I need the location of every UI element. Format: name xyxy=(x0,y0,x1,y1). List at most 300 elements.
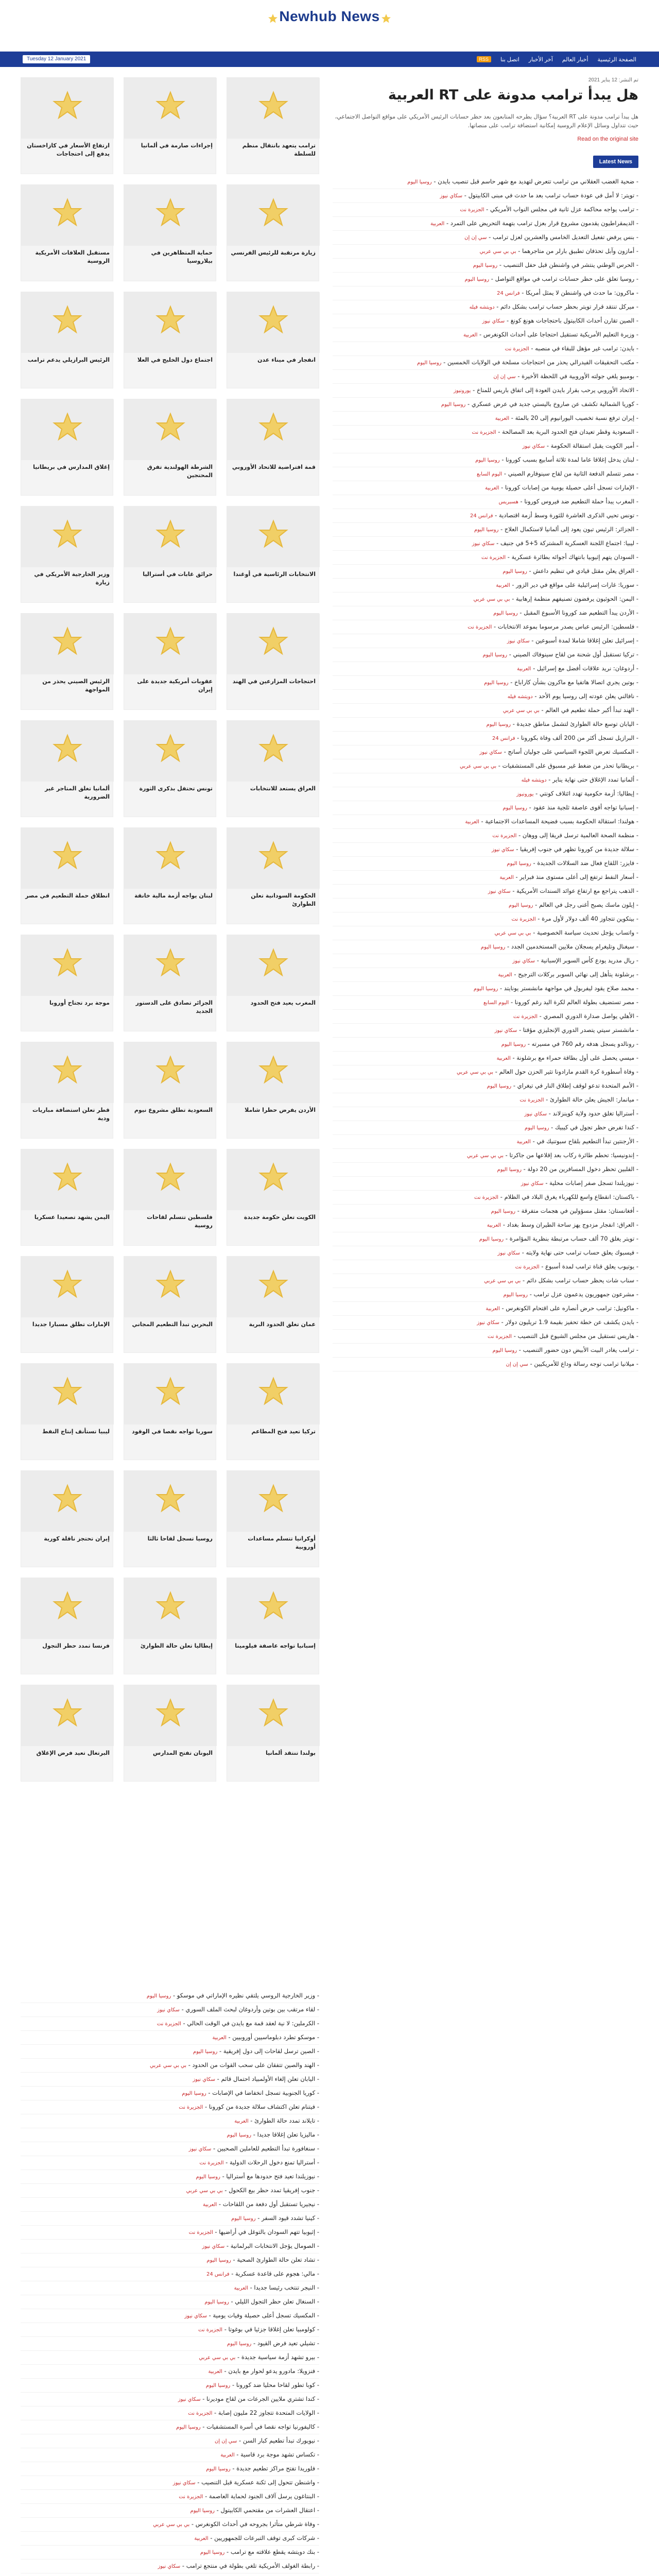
card-thumbnail[interactable] xyxy=(124,1149,217,1210)
lower-headline-item[interactable]: - جنوب إفريقيا تمدد حظر بيع الكحول - بي بي سي عربي xyxy=(21,2184,319,2198)
lower-headline-item[interactable]: - بيرو تشهد أزمة سياسية جديدة - بي بي سي عربي xyxy=(21,2351,319,2365)
headline-item[interactable]: - إيران ترفع نسبة تخصيب اليورانيوم إلى 20 بالمئة - العربية xyxy=(333,412,638,426)
news-card[interactable] xyxy=(124,292,216,388)
headline-text[interactable]: بيتكوين تتجاوز 40 ألف دولار لأول مرة xyxy=(542,915,635,922)
headline-text[interactable]: إيلون ماسك يصبح أغنى رجل في العالم xyxy=(539,901,635,908)
headline-text[interactable]: مصر تتسلم الدفعة الثانية من لقاح سينوفارم الصيني xyxy=(508,470,635,477)
lower-headline-text[interactable]: جنوب إفريقيا تمدد حظر بيع الكحول xyxy=(229,2187,316,2194)
headline-item[interactable]: - ميلانيا ترامب توجه رسالة وداع للأمريكيين - سي إن إن xyxy=(333,1358,638,1371)
headline-text[interactable]: تركيا تستقبل أول شحنة من لقاح سينوفاك الصيني xyxy=(513,651,635,658)
headline-item[interactable]: - سناب شات يحظر حساب ترامب بشكل دائم - بي بي سي عربي xyxy=(333,1274,638,1288)
headline-text[interactable]: اليابان توسع حالة الطوارئ لتشمل مناطق جديدة xyxy=(516,720,635,727)
source-link[interactable]: Read on the original site xyxy=(577,136,638,142)
headline-text[interactable]: برشلونة يتأهل إلى نهائي السوبر بركلات الترجيح xyxy=(518,971,635,978)
headline-item[interactable]: - برشلونة يتأهل إلى نهائي السوبر بركلات الترجيح - العربية xyxy=(333,968,638,982)
news-card[interactable] xyxy=(227,184,319,281)
headline-text[interactable]: روسيا تعلق على حظر حسابات ترامب في مواقع التواصل xyxy=(495,275,635,282)
card-thumbnail[interactable] xyxy=(227,828,320,889)
card-caption[interactable]: تونس تحتفل بذكرى الثورة xyxy=(139,785,213,792)
headline-text[interactable]: ترامب يواجه محاكمة عزل ثانية في مجلس النواب الأمريكي xyxy=(490,206,635,213)
lower-headline-item[interactable]: - بنك دويتشه يقطع علاقته مع ترامب - روسيا اليوم xyxy=(21,2546,319,2560)
lower-headline-item[interactable]: - تشيلي تعيد فرض القيود - روسيا اليوم xyxy=(21,2337,319,2351)
card-thumbnail[interactable] xyxy=(21,935,114,996)
headline-text[interactable]: وزيرة التعليم الأمريكية تستقيل احتجاجا على أحداث الكونغرس xyxy=(483,331,635,338)
headline-text[interactable]: فيسبوك يعلق حساب ترامب حتى نهاية ولايته xyxy=(526,1249,635,1256)
headline-item[interactable]: - ضحية الغضب العقلاني من ترامب تتعرض لتهديد مع شهر حاسم قبل تنصيب بايدن - روسيا اليوم xyxy=(333,175,638,189)
lower-headline-text[interactable]: مالي: هجوم على قاعدة عسكرية xyxy=(235,2270,316,2277)
headline-item[interactable]: - أردوغان: نريد علاقات أفضل مع إسرائيل - العربية xyxy=(333,662,638,676)
card-thumbnail[interactable] xyxy=(124,1257,217,1317)
lower-headline-text[interactable]: فنزويلا: مادورو يدعو لحوار مع بايدن xyxy=(228,2367,316,2375)
nav-link-world[interactable]: أخبار العالم xyxy=(562,56,588,63)
lower-headline-item[interactable]: - تشاد تعلن حالة الطوارئ الصحية - روسيا اليوم xyxy=(21,2253,319,2267)
headline-item[interactable]: - إندونيسيا: تحطم طائرة ركاب بعد إقلاعها من جاكرتا - بي بي سي عربي xyxy=(333,1149,638,1163)
headline-item[interactable]: - العراق يعلن مقتل قيادي في تنظيم داعش - روسيا اليوم xyxy=(333,565,638,579)
card-caption[interactable]: إيران تحتجز ناقلة كورية xyxy=(44,1535,110,1542)
headline-item[interactable]: - سيغنال وتليغرام يسجلان ملايين المستخدمين الجدد - روسيا اليوم xyxy=(333,940,638,954)
headline-item[interactable]: - مانشستر سيتي يتصدر الدوري الإنجليزي مؤقتا - سكاي نيوز xyxy=(333,1024,638,1038)
card-caption[interactable]: حرائق غابات في أستراليا xyxy=(143,571,213,578)
news-card[interactable] xyxy=(124,1363,216,1460)
lower-headline-item[interactable]: - تكساس تشهد موجة برد قاسية - العربية xyxy=(21,2448,319,2462)
card-thumbnail[interactable] xyxy=(227,506,320,567)
card-caption[interactable]: احتجاجات المزارعين في الهند xyxy=(232,678,316,685)
headline-text[interactable]: أسعار النفط ترتفع إلى أعلى مستوى منذ فبراير xyxy=(519,873,635,880)
headline-item[interactable]: - نافالني يعلن عودته إلى روسيا يوم الأحد - دويتشه فيله xyxy=(333,690,638,704)
headline-text[interactable]: ألمانيا تمدد الإغلاق حتى نهاية يناير xyxy=(552,776,635,783)
headline-item[interactable]: - الأمم المتحدة تدعو لوقف إطلاق النار في تيغراي - روسيا اليوم xyxy=(333,1079,638,1093)
headline-item[interactable]: - المكسيك تعرض اللجوء السياسي على جوليان أسانج - سكاي نيوز xyxy=(333,745,638,759)
headline-item[interactable]: - البرازيل تسجل أكثر من 200 ألف وفاة بكورونا - فرانس 24 xyxy=(333,732,638,745)
lower-headline-text[interactable]: سنغافورة تبدأ التطعيم للعاملين الصحيين xyxy=(217,2145,316,2152)
lower-headline-item[interactable]: - وفاة شرطي متأثرا بجروحه في أحداث الكونغرس - بي بي سي عربي xyxy=(21,2518,319,2532)
headline-text[interactable]: سلالة جديدة من كورونا تظهر في جنوب إفريقيا xyxy=(520,845,635,853)
lower-headline-text[interactable]: موسكو تطرد دبلوماسيين أوروبيين xyxy=(232,2033,316,2041)
lower-headline-item[interactable]: - الكرملين: لا نية لعقد قمة مع بايدن في الوقت الحالي - الجزيرة نت xyxy=(21,2017,319,2031)
news-card[interactable] xyxy=(227,1578,319,1674)
headline-text[interactable]: ريال مدريد يودع كأس السوبر الإسبانية xyxy=(541,957,635,964)
card-thumbnail[interactable] xyxy=(227,399,320,460)
nav-link-contact[interactable]: اتصل بنا xyxy=(500,56,519,63)
lower-headline-text[interactable]: وفاة شرطي متأثرا بجروحه في أحداث الكونغرس xyxy=(195,2520,316,2528)
headline-item[interactable]: - ميركل تنتقد قرار تويتر بحظر حساب ترامب بشكل دائم - دويتشه فيله xyxy=(333,300,638,314)
lower-headline-text[interactable]: تشيلي تعيد فرض القيود xyxy=(257,2340,316,2347)
headline-text[interactable]: ليبيا: اجتماع اللجنة العسكرية المشتركة 5+5 في جنيف xyxy=(500,539,635,547)
headline-text[interactable]: بايدن: ترامب غير مؤهل للبقاء في منصبه xyxy=(535,345,635,352)
headline-text[interactable]: تويتر يغلق 70 ألف حساب مرتبطة بنظرية المؤامرة xyxy=(509,1235,635,1242)
lower-headline-item[interactable]: - نيويورك تبدأ تطعيم كبار السن - سي إن إن xyxy=(21,2434,319,2448)
card-caption[interactable]: بولندا تنتقد ألمانيا xyxy=(266,1750,316,1756)
lower-headline-item[interactable]: - واشنطن تتحول إلى ثكنة عسكرية قبل التنصيب - سكاي نيوز xyxy=(21,2476,319,2490)
card-thumbnail[interactable] xyxy=(124,399,217,460)
headline-text[interactable]: تويتر: لا أمل في عودة حساب ترامب بعد ما حدث في مبنى الكابيتول xyxy=(468,192,635,199)
headline-text[interactable]: ترامب يغادر البيت الأبيض دون حضور التنصيب xyxy=(523,1346,635,1353)
lower-headline-text[interactable]: فلوريدا تفتح مراكز تطعيم جديدة xyxy=(236,2465,316,2472)
news-card[interactable] xyxy=(124,1470,216,1567)
headline-text[interactable]: إندونيسيا: تحطم طائرة ركاب بعد إقلاعها من جاكرتا xyxy=(509,1151,635,1159)
headline-item[interactable]: - مصر تستضيف بطولة العالم لكرة اليد رغم كورونا - اليوم السابع xyxy=(333,996,638,1010)
headline-text[interactable]: إيران ترفع نسبة تخصيب اليورانيوم إلى 20 بالمئة xyxy=(515,414,635,421)
card-thumbnail[interactable] xyxy=(21,399,114,460)
headline-text[interactable]: بايدن يكشف عن خطة تحفيز بقيمة 1.9 تريليون دولار xyxy=(505,1318,635,1326)
headline-text[interactable]: الاتحاد الأوروبي يرحب بقرار بايدن العودة إلى اتفاق باريس للمناخ xyxy=(476,386,635,394)
lower-headline-text[interactable]: البنتاغون يرسل آلاف الجنود لحماية العاصمة xyxy=(209,2493,316,2500)
news-card[interactable] xyxy=(21,77,113,174)
lower-headline-text[interactable]: بنك دويتشه يقطع علاقته مع ترامب xyxy=(230,2548,316,2555)
headline-item[interactable]: - بومبيو يلغي جولته الأوروبية في اللحظة الأخيرة - سي إن إن xyxy=(333,370,638,384)
card-thumbnail[interactable] xyxy=(21,721,114,782)
card-caption[interactable]: لبنان يواجه أزمة مالية خانقة xyxy=(134,892,213,899)
card-caption[interactable]: وزير الخارجية الأمريكي في زيارة xyxy=(34,571,110,586)
lower-headline-text[interactable]: بيرو تشهد أزمة سياسية جديدة xyxy=(241,2353,316,2361)
lower-headline-text[interactable]: ماليزيا تعلن إغلاقا جديدا xyxy=(257,2131,316,2138)
card-thumbnail[interactable] xyxy=(124,1685,217,1746)
lower-headline-text[interactable]: لقاء مرتقب بين بوتين وأردوغان لبحث الملف السوري xyxy=(185,2006,316,2013)
lower-headline-item[interactable]: - شركات كبرى توقف التبرعات للجمهوريين - العربية xyxy=(21,2532,319,2546)
card-thumbnail[interactable] xyxy=(124,614,217,674)
card-thumbnail[interactable] xyxy=(21,828,114,889)
headline-item[interactable]: - أستراليا تغلق حدود ولاية كوينزلاند - سكاي نيوز xyxy=(333,1107,638,1121)
news-card[interactable] xyxy=(124,1042,216,1139)
card-thumbnail[interactable] xyxy=(21,292,114,353)
headline-item[interactable]: - إسرائيل تعلن إغلاقا شاملا لمدة أسبوعين - سكاي نيوز xyxy=(333,634,638,648)
headline-item[interactable]: - روسيا تعلق على حظر حسابات ترامب في مواقع التواصل - روسيا اليوم xyxy=(333,273,638,286)
headline-text[interactable]: اليمن: الحوثيون يرفضون تصنيفهم منظمة إرهابية xyxy=(516,595,635,602)
lower-headline-item[interactable]: - الصين ترسل لقاحات إلى دول إفريقية - روسيا اليوم xyxy=(21,2045,319,2059)
headline-text[interactable]: باكستان: انقطاع واسع للكهرباء يغرق البلاد في الظلام xyxy=(504,1193,635,1200)
news-card[interactable] xyxy=(124,77,216,174)
news-card[interactable] xyxy=(227,720,319,817)
card-thumbnail[interactable] xyxy=(124,506,217,567)
lower-headline-text[interactable]: المكسيك تسجل أعلى حصيلة وفيات يومية xyxy=(213,2312,316,2319)
lower-headline-item[interactable]: - الولايات المتحدة تتجاوز 22 مليون إصابة - الجزيرة نت xyxy=(21,2406,319,2420)
headline-text[interactable]: مشرعون جمهوريون يدعمون عزل ترامب xyxy=(533,1291,635,1298)
lower-headline-text[interactable]: نيجيريا تستقبل أول دفعة من اللقاحات xyxy=(222,2200,316,2208)
headline-item[interactable]: - اليمن: الحوثيون يرفضون تصنيفهم منظمة إرهابية - بي بي سي عربي xyxy=(333,592,638,606)
news-card[interactable] xyxy=(227,77,319,174)
card-thumbnail[interactable] xyxy=(21,614,114,674)
headline-text[interactable]: مانشستر سيتي يتصدر الدوري الإنجليزي مؤقتا xyxy=(523,1026,635,1033)
card-thumbnail[interactable] xyxy=(227,1042,320,1103)
headline-item[interactable]: - وزيرة التعليم الأمريكية تستقيل احتجاجا على أحداث الكونغرس - العربية xyxy=(333,328,638,342)
card-caption[interactable]: إسبانيا تواجه عاصفة فيلومينا xyxy=(235,1642,316,1649)
headline-text[interactable]: سوريا: غارات إسرائيلية على مواقع في دير الزور xyxy=(516,581,635,588)
card-caption[interactable]: اجتماع دول الخليج في العلا xyxy=(137,357,213,363)
headline-item[interactable]: - العراق: انفجار مزدوج يهز ساحة الطيران وسط بغداد - العربية xyxy=(333,1218,638,1232)
headline-item[interactable]: - ريال مدريد يودع كأس السوبر الإسبانية - سكاي نيوز xyxy=(333,954,638,968)
lower-headline-text[interactable]: كاليفورنيا تواجه نقصا في أسرة المستشفيات xyxy=(206,2423,316,2430)
headline-item[interactable]: - إيطاليا: أزمة حكومية تهدد ائتلاف كونتي - يورونيوز xyxy=(333,787,638,801)
card-caption[interactable]: عقوبات أمريكية جديدة على إيران xyxy=(137,678,213,693)
card-thumbnail[interactable] xyxy=(124,1042,217,1103)
headline-item[interactable]: - لبنان يدخل إغلاقا عاما لمدة ثلاثة أسابيع بسبب كورونا - روسيا اليوم xyxy=(333,453,638,467)
card-caption[interactable]: الأردن يفرض حظرا شاملا xyxy=(245,1107,316,1113)
news-card[interactable] xyxy=(21,1470,113,1567)
card-caption[interactable]: ترامب يتعهد بانتقال منظم للسلطة xyxy=(242,142,316,157)
lower-headline-text[interactable]: كندا تشتري ملايين الجرعات من لقاح موديرنا xyxy=(206,2395,316,2402)
card-thumbnail[interactable] xyxy=(227,1257,320,1317)
headline-item[interactable]: - الأهلي يواصل صدارة الدوري المصري - الجزيرة نت xyxy=(333,1010,638,1024)
headline-item[interactable]: - تركيا تستقبل أول شحنة من لقاح سينوفاك الصيني - روسيا اليوم xyxy=(333,648,638,662)
card-thumbnail[interactable] xyxy=(227,1364,320,1425)
lower-headline-text[interactable]: اعتقال العشرات من مقتحمي الكابيتول xyxy=(220,2506,316,2514)
card-thumbnail[interactable] xyxy=(124,185,217,246)
headline-item[interactable]: - هاريس تستقيل من مجلس الشيوخ قبل التنصيب - الجزيرة نت xyxy=(333,1330,638,1344)
lower-headline-item[interactable]: - المكسيك تسجل أعلى حصيلة وفيات يومية - سكاي نيوز xyxy=(21,2309,319,2323)
lower-headline-text[interactable]: نيوزيلندا تعيد فتح حدودها مع أستراليا xyxy=(226,2173,316,2180)
headline-text[interactable]: بنس يرفض تفعيل التعديل الخامس والعشرين لعزل ترامب xyxy=(492,233,635,241)
news-card[interactable] xyxy=(227,506,319,603)
card-thumbnail[interactable] xyxy=(21,1471,114,1532)
news-card[interactable] xyxy=(124,1149,216,1246)
lower-headline-text[interactable]: كينيا تشدد قيود السفر xyxy=(262,2214,316,2222)
card-thumbnail[interactable] xyxy=(21,1578,114,1639)
headline-text[interactable]: لبنان يدخل إغلاقا عاما لمدة ثلاثة أسابيع بسبب كورونا xyxy=(506,456,635,463)
card-caption[interactable]: ليبيا تستأنف إنتاج النفط xyxy=(42,1428,110,1435)
card-caption[interactable]: زيارة مرتقبة للرئيس الفرنسي xyxy=(231,249,316,256)
headline-text[interactable]: ميسي يحصل على أول بطاقة حمراء مع برشلونة xyxy=(516,1054,635,1061)
headline-text[interactable]: فلسطين: الرئيس عباس يصدر مرسوما بموعد الانتخابات xyxy=(497,623,635,630)
headline-text[interactable]: ميركل تنتقد قرار تويتر بحظر حساب ترامب بشكل دائم xyxy=(500,303,635,310)
lower-headline-text[interactable]: السنغال تعلن حظر التجول الليلي xyxy=(235,2298,316,2305)
headline-text[interactable]: الفلبين تحظر دخول المسافرين من 20 دولة xyxy=(527,1165,635,1173)
headline-text[interactable]: ضحية الغضب العقلاني من ترامب تتعرض لتهديد مع شهر حاسم قبل تنصيب بايدن xyxy=(438,178,635,185)
lower-headline-text[interactable]: الولايات المتحدة تتجاوز 22 مليون إصابة xyxy=(218,2409,316,2416)
lower-headline-item[interactable]: - ماليزيا تعلن إغلاقا جديدا - روسيا اليوم xyxy=(21,2128,319,2142)
news-card[interactable] xyxy=(21,292,113,388)
headline-text[interactable]: الصين تقارن أحداث الكابيتول باحتجاجات هونغ كونغ xyxy=(510,317,635,324)
headline-item[interactable]: - مكتب التحقيقات الفيدرالي يحذر من احتجاجات مسلحة في الولايات الخمسين - روسيا اليوم xyxy=(333,356,638,370)
headline-text[interactable]: أمازون وآبل تحذفان تطبيق بارلر من متاجرهما xyxy=(522,247,635,255)
headline-item[interactable]: - ترامب يواجه محاكمة عزل ثانية في مجلس النواب الأمريكي - الجزيرة نت xyxy=(333,203,638,217)
news-card[interactable] xyxy=(124,399,216,496)
headline-item[interactable]: - تونس تحيي الذكرى العاشرة للثورة وسط أزمة اقتصادية - فرانس 24 xyxy=(333,509,638,523)
card-caption[interactable]: قمة افتراضية للاتحاد الأوروبي xyxy=(232,464,316,470)
headline-text[interactable]: المكسيك تعرض اللجوء السياسي على جوليان أسانج xyxy=(508,748,635,755)
card-caption[interactable]: أوكرانيا تتسلم مساعدات أوروبية xyxy=(248,1535,316,1550)
card-caption[interactable]: إجراءات صارمة في ألمانيا xyxy=(141,142,213,149)
headline-text[interactable]: الهند تبدأ أكبر حملة تطعيم في العالم xyxy=(545,706,635,714)
headline-item[interactable]: - سوريا: غارات إسرائيلية على مواقع في دير الزور - العربية xyxy=(333,579,638,592)
headline-text[interactable]: سناب شات يحظر حساب ترامب بشكل دائم xyxy=(526,1277,635,1284)
lower-headline-item[interactable]: - فنزويلا: مادورو يدعو لحوار مع بايدن - العربية xyxy=(21,2365,319,2379)
news-card[interactable] xyxy=(227,399,319,496)
news-card[interactable] xyxy=(124,1685,216,1782)
card-caption[interactable]: الرئيس الصيني يحذر من المواجهة xyxy=(42,678,110,693)
lower-headline-item[interactable]: - نيوزيلندا تعيد فتح حدودها مع أستراليا - روسيا اليوم xyxy=(21,2170,319,2184)
headline-item[interactable]: - المغرب يبدأ حملة التطعيم ضد فيروس كورونا - هسبريس xyxy=(333,495,638,509)
lower-headline-item[interactable]: - فيتنام تعلن اكتشاف سلالة جديدة من كورونا - الجزيرة نت xyxy=(21,2100,319,2114)
headline-text[interactable]: العراق يعلن مقتل قيادي في تنظيم داعش xyxy=(533,567,635,574)
headline-text[interactable]: رونالدو يسجل هدفه رقم 760 في مسيرته xyxy=(531,1040,635,1047)
lower-headline-item[interactable]: - كندا تشتري ملايين الجرعات من لقاح موديرنا - سكاي نيوز xyxy=(21,2393,319,2406)
card-caption[interactable]: العراق يستعد للانتخابات xyxy=(250,785,316,792)
card-thumbnail[interactable] xyxy=(227,292,320,353)
card-caption[interactable]: حماية المتظاهرين في بيلاروسيا xyxy=(151,249,213,264)
card-thumbnail[interactable] xyxy=(124,1364,217,1425)
headline-text[interactable]: نيوزيلندا تسجل صفر إصابات محلية xyxy=(549,1179,635,1187)
lower-headline-item[interactable]: - أستراليا تمنع دخول الرحلات الدولية - الجزيرة نت xyxy=(21,2156,319,2170)
headline-item[interactable]: - تويتر: لا أمل في عودة حساب ترامب بعد ما حدث في مبنى الكابيتول - سكاي نيوز xyxy=(333,189,638,203)
headline-text[interactable]: مكتب التحقيقات الفيدرالي يحذر من احتجاجات مسلحة في الولايات الخمسين xyxy=(447,359,635,366)
headline-text[interactable]: إسرائيل تعلن إغلاقا شاملا لمدة أسبوعين xyxy=(535,637,635,644)
lower-headline-item[interactable]: - وزير الخارجية الروسي يلتقي نظيره الإماراتي في موسكو - روسيا اليوم xyxy=(21,1989,319,2003)
lower-headline-item[interactable]: - إثيوبيا تتهم السودان بالتوغل في أراضيها - الجزيرة نت xyxy=(21,2226,319,2240)
lower-headline-text[interactable]: رابطة الغولف الأمريكية تلغي بطولة في منتجع ترامب xyxy=(186,2562,316,2569)
headline-text[interactable]: أفغانستان: مقتل مسؤولين في هجمات متفرقة xyxy=(521,1207,635,1214)
lower-headline-text[interactable]: كوبا تطور لقاحا محليا ضد كورونا xyxy=(236,2381,316,2388)
card-thumbnail[interactable] xyxy=(227,185,320,246)
headline-text[interactable]: ميلانيا ترامب توجه رسالة وداع للأمريكيين xyxy=(534,1360,635,1367)
news-card[interactable] xyxy=(227,613,319,710)
headline-text[interactable]: الديمقراطيون يقدمون مشروع قرار بعزل ترامب بتهمة التحريض على التمرد xyxy=(450,219,635,227)
headline-item[interactable]: - أفغانستان: مقتل مسؤولين في هجمات متفرقة - روسيا اليوم xyxy=(333,1205,638,1218)
lower-headline-item[interactable]: - رابطة الغولف الأمريكية تلغي بطولة في منتجع ترامب - سكاي نيوز xyxy=(21,2560,319,2573)
news-card[interactable] xyxy=(21,1256,113,1353)
news-card[interactable] xyxy=(227,292,319,388)
headline-text[interactable]: فايزر: اللقاح فعال ضد السلالات الجديدة xyxy=(537,859,635,867)
card-thumbnail[interactable] xyxy=(227,1578,320,1639)
headline-item[interactable]: - الديمقراطيون يقدمون مشروع قرار بعزل ترامب بتهمة التحريض على التمرد - العربية xyxy=(333,217,638,231)
headline-item[interactable]: - تويتر يغلق 70 ألف حساب مرتبطة بنظرية المؤامرة - روسيا اليوم xyxy=(333,1232,638,1246)
news-card[interactable] xyxy=(21,184,113,281)
news-card[interactable] xyxy=(21,1685,113,1782)
card-caption[interactable]: فلسطين تتسلم لقاحات روسية xyxy=(147,1214,213,1229)
news-card[interactable] xyxy=(124,935,216,1031)
lower-headline-text[interactable]: كولومبيا تعلن إغلاقا جزئيا في بوغوتا xyxy=(228,2326,316,2333)
card-thumbnail[interactable] xyxy=(227,721,320,782)
lower-headline-item[interactable]: - كولومبيا تعلن إغلاقا جزئيا في بوغوتا - الجزيرة نت xyxy=(21,2323,319,2337)
headline-item[interactable]: - الاتحاد الأوروبي يرحب بقرار بايدن العودة إلى اتفاق باريس للمناخ - يورونيوز xyxy=(333,384,638,398)
headline-text[interactable]: الذهب يتراجع مع ارتفاع عوائد السندات الأمريكية xyxy=(516,887,635,894)
lower-headline-text[interactable]: تشاد تعلن حالة الطوارئ الصحية xyxy=(237,2256,316,2263)
lower-headline-item[interactable]: - اليابان تعلن إلغاء الأولمبياد احتمال قائم - سكاي نيوز xyxy=(21,2073,319,2087)
news-card[interactable] xyxy=(124,1578,216,1674)
headline-item[interactable]: - ميانمار: الجيش يعلن حالة الطوارئ - الجزيرة نت xyxy=(333,1093,638,1107)
news-card[interactable] xyxy=(21,1578,113,1674)
news-card[interactable] xyxy=(21,935,113,1031)
card-caption[interactable]: الإمارات تطلق مسبارا جديدا xyxy=(32,1321,110,1328)
news-card[interactable] xyxy=(227,1685,319,1782)
nav-link-home[interactable]: الصفحة الرئيسية xyxy=(597,56,636,63)
headline-item[interactable]: - الفلبين تحظر دخول المسافرين من 20 دولة - روسيا اليوم xyxy=(333,1163,638,1177)
headline-text[interactable]: إسبانيا تواجه أقوى عاصفة ثلجية منذ عقود xyxy=(533,804,635,811)
card-caption[interactable]: انفجار في ميناء عدن xyxy=(257,357,316,363)
headline-text[interactable]: مصر تستضيف بطولة العالم لكرة اليد رغم كورونا xyxy=(514,998,635,1006)
news-card[interactable] xyxy=(124,827,216,924)
card-thumbnail[interactable] xyxy=(124,1578,217,1639)
card-caption[interactable]: إغلاق المدارس في بريطانيا xyxy=(33,464,110,470)
headline-text[interactable]: العراق: انفجار مزدوج يهز ساحة الطيران وسط بغداد xyxy=(507,1221,635,1228)
news-card[interactable] xyxy=(21,1149,113,1246)
card-thumbnail[interactable] xyxy=(227,935,320,996)
headline-item[interactable]: - سلالة جديدة من كورونا تظهر في جنوب إفريقيا - سكاي نيوز xyxy=(333,843,638,857)
news-card[interactable] xyxy=(21,1042,113,1139)
headline-item[interactable]: - الهند تبدأ أكبر حملة تطعيم في العالم - بي بي سي عربي xyxy=(333,704,638,718)
card-caption[interactable]: اليونان تفتح المدارس xyxy=(153,1750,213,1756)
headline-item[interactable]: - ماكرون: ما حدث في واشنطن لا يمثل أمريكا - فرانس 24 xyxy=(333,286,638,300)
lower-headline-item[interactable]: - السنغال تعلن حظر التجول الليلي - روسيا اليوم xyxy=(21,2295,319,2309)
lower-headline-text[interactable]: نيويورك تبدأ تطعيم كبار السن xyxy=(242,2437,316,2444)
nav-link-rss[interactable]: RSS xyxy=(477,56,492,62)
card-thumbnail[interactable] xyxy=(21,1149,114,1210)
lower-headline-text[interactable]: اليابان تعلن إلغاء الأولمبياد احتمال قائم xyxy=(221,2075,316,2082)
headline-item[interactable]: - بايدن يكشف عن خطة تحفيز بقيمة 1.9 تريليون دولار - سكاي نيوز xyxy=(333,1316,638,1330)
headline-text[interactable]: هاريس تستقيل من مجلس الشيوخ قبل التنصيب xyxy=(517,1332,635,1340)
card-thumbnail[interactable] xyxy=(124,78,217,139)
card-thumbnail[interactable] xyxy=(21,1685,114,1746)
news-card[interactable] xyxy=(227,1470,319,1567)
headline-text[interactable]: كندا تفرض حظر تجول في كيبيك xyxy=(554,1124,635,1131)
card-thumbnail[interactable] xyxy=(21,1042,114,1103)
card-caption[interactable]: انطلاق حملة التطعيم في مصر xyxy=(25,892,110,899)
headline-text[interactable]: أستراليا تغلق حدود ولاية كوينزلاند xyxy=(552,1110,635,1117)
headline-text[interactable]: سيغنال وتليغرام يسجلان ملايين المستخدمين الجدد xyxy=(511,943,635,950)
lower-headline-text[interactable]: الصين ترسل لقاحات إلى دول إفريقية xyxy=(223,2047,316,2055)
card-thumbnail[interactable] xyxy=(21,1364,114,1425)
news-card[interactable] xyxy=(124,720,216,817)
news-card[interactable] xyxy=(227,1256,319,1353)
headline-item[interactable]: - إسبانيا تواجه أقوى عاصفة ثلجية منذ عقود - روسيا اليوم xyxy=(333,801,638,815)
card-caption[interactable]: ارتفاع الأسعار في كازاخستان يدفع إلى احتجاجات xyxy=(27,142,110,157)
news-card[interactable] xyxy=(21,1363,113,1460)
lower-headline-text[interactable]: الهند والصين تتفقان على سحب القوات من الحدود xyxy=(192,2061,316,2069)
headline-item[interactable]: - وفاة أسطورة كرة القدم مارادونا تثير الحزن حول العالم - بي بي سي عربي xyxy=(333,1065,638,1079)
lower-headline-text[interactable]: وزير الخارجية الروسي يلتقي نظيره الإماراتي في موسكو xyxy=(177,1992,316,1999)
headline-text[interactable]: وفاة أسطورة كرة القدم مارادونا تثير الحزن حول العالم xyxy=(499,1068,635,1075)
headline-item[interactable]: - مشرعون جمهوريون يدعمون عزل ترامب - روسيا اليوم xyxy=(333,1288,638,1302)
headline-text[interactable]: أردوغان: نريد علاقات أفضل مع إسرائيل xyxy=(536,665,635,672)
card-thumbnail[interactable] xyxy=(227,614,320,674)
headline-text[interactable]: الأمم المتحدة تدعو لوقف إطلاق النار في تيغراي xyxy=(517,1082,635,1089)
lower-headline-item[interactable]: - النيجر تنتخب رئيسا جديدا - العربية xyxy=(21,2281,319,2295)
news-card[interactable] xyxy=(21,506,113,603)
card-thumbnail[interactable] xyxy=(124,828,217,889)
headline-text[interactable]: الحرس الوطني ينتشر في واشنطن قبل حفل التنصيب xyxy=(503,261,635,268)
headline-item[interactable]: - الحرس الوطني ينتشر في واشنطن قبل حفل التنصيب - روسيا اليوم xyxy=(333,259,638,273)
headline-item[interactable]: - مصر تتسلم الدفعة الثانية من لقاح سينوفارم الصيني - اليوم السابع xyxy=(333,467,638,481)
lower-headline-item[interactable]: - نيجيريا تستقبل أول دفعة من اللقاحات - العربية xyxy=(21,2198,319,2212)
headline-item[interactable]: - أمازون وآبل تحذفان تطبيق بارلر من متاجرهما - بي بي سي عربي xyxy=(333,245,638,259)
card-thumbnail[interactable] xyxy=(227,1471,320,1532)
news-card[interactable] xyxy=(124,1256,216,1353)
lower-headline-item[interactable]: - البنتاغون يرسل آلاف الجنود لحماية العاصمة - الجزيرة نت xyxy=(21,2490,319,2504)
headline-text[interactable]: واتساب يؤجل تحديث سياسة الخصوصية xyxy=(537,929,635,936)
card-caption[interactable]: إيطاليا تعلن حالة الطوارئ xyxy=(140,1642,213,1649)
headline-text[interactable]: الأرجنتين تبدأ التطعيم بلقاح سبوتنيك في xyxy=(536,1138,635,1145)
headline-item[interactable]: - بريطانيا تحذر من ضغط غير مسبوق على المستشفيات - بي بي سي عربي xyxy=(333,759,638,773)
headline-item[interactable]: - الأرجنتين تبدأ التطعيم بلقاح سبوتنيك في - العربية xyxy=(333,1135,638,1149)
headline-text[interactable]: الأهلي يواصل صدارة الدوري المصري xyxy=(543,1012,635,1020)
card-caption[interactable]: البرتغال تعيد فرض الإغلاق xyxy=(36,1750,110,1756)
card-thumbnail[interactable] xyxy=(21,78,114,139)
headline-item[interactable]: - ماكونيل: ترامب حرض أنصاره على اقتحام الكونغرس - العربية xyxy=(333,1302,638,1316)
headline-item[interactable]: - ألمانيا تمدد الإغلاق حتى نهاية يناير - دويتشه فيله xyxy=(333,773,638,787)
headline-item[interactable]: - نيوزيلندا تسجل صفر إصابات محلية - سكاي نيوز xyxy=(333,1177,638,1191)
card-caption[interactable]: موجة برد تجتاح أوروبا xyxy=(49,999,110,1006)
headline-item[interactable]: - فايزر: اللقاح فعال ضد السلالات الجديدة - روسيا اليوم xyxy=(333,857,638,871)
card-caption[interactable]: ألمانيا تغلق المتاجر غير الضرورية xyxy=(45,785,110,800)
card-caption[interactable]: عمان تغلق الحدود البرية xyxy=(249,1321,316,1328)
lower-headline-item[interactable]: - كينيا تشدد قيود السفر - روسيا اليوم xyxy=(21,2212,319,2226)
card-caption[interactable]: تركيا تعيد فتح المطاعم xyxy=(251,1428,316,1435)
news-card[interactable] xyxy=(21,720,113,817)
card-thumbnail[interactable] xyxy=(124,721,217,782)
headline-item[interactable]: - بنس يرفض تفعيل التعديل الخامس والعشرين لعزل ترامب - سي إن إن xyxy=(333,231,638,245)
lower-headline-item[interactable]: - موسكو تطرد دبلوماسيين أوروبيين - العربية xyxy=(21,2031,319,2045)
headline-item[interactable]: - واتساب يؤجل تحديث سياسة الخصوصية - بي بي سي عربي xyxy=(333,926,638,940)
headline-text[interactable]: السعودية وقطر تعيدان فتح الحدود البرية بعد المصالحة xyxy=(502,428,635,435)
